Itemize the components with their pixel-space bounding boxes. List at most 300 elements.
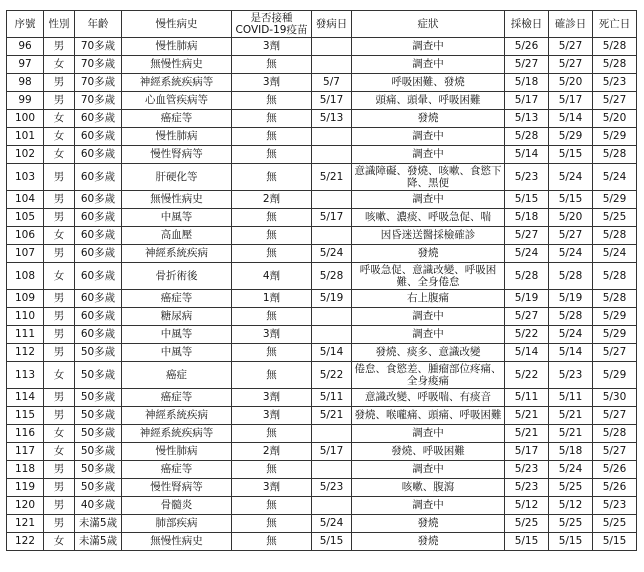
cell-history: 心血管疾病等 bbox=[122, 92, 232, 110]
cell-vaccine: 無 bbox=[232, 425, 312, 443]
cell-onset: 5/14 bbox=[312, 344, 352, 362]
cell-sex: 女 bbox=[44, 425, 75, 443]
cell-onset bbox=[312, 308, 352, 326]
cell-id: 110 bbox=[7, 308, 44, 326]
cell-vaccine: 3劑 bbox=[232, 407, 312, 425]
table-row bbox=[7, 191, 637, 209]
cell-history: 癌症等 bbox=[122, 389, 232, 407]
cell-onset: 5/15 bbox=[312, 533, 352, 551]
cell-sex: 男 bbox=[44, 344, 75, 362]
cell-sex: 男 bbox=[44, 38, 75, 56]
cell-history: 癌症等 bbox=[122, 290, 232, 308]
cell-vaccine: 無 bbox=[232, 344, 312, 362]
cell-died: 5/28 bbox=[593, 227, 637, 245]
cell-id: 118 bbox=[7, 461, 44, 479]
cell-history: 中風等 bbox=[122, 344, 232, 362]
cell-age: 50多歲 bbox=[75, 407, 122, 425]
cell-age: 60多歲 bbox=[75, 110, 122, 128]
header-onset: 發病日 bbox=[312, 11, 352, 38]
cell-sampled: 5/23 bbox=[505, 479, 549, 497]
cell-vaccine: 無 bbox=[232, 362, 312, 389]
table-row bbox=[7, 110, 637, 128]
cell-age: 70多歲 bbox=[75, 56, 122, 74]
cell-sampled: 5/22 bbox=[505, 362, 549, 389]
cell-symptom: 意識改變、呼吸喘、有痰音 bbox=[352, 389, 505, 407]
table-row bbox=[7, 128, 637, 146]
cell-sampled: 5/15 bbox=[505, 533, 549, 551]
cell-symptom: 倦怠、食慾差、腫瘤部位疼痛、全身痠痛 bbox=[352, 362, 505, 389]
cell-confirmed: 5/29 bbox=[549, 128, 593, 146]
cell-onset: 5/21 bbox=[312, 407, 352, 425]
cell-onset: 5/17 bbox=[312, 443, 352, 461]
table-row bbox=[7, 92, 637, 110]
cell-died: 5/29 bbox=[593, 326, 637, 344]
table-row bbox=[7, 263, 637, 290]
table-row bbox=[7, 74, 637, 92]
cell-id: 98 bbox=[7, 74, 44, 92]
cell-sampled: 5/14 bbox=[505, 344, 549, 362]
cell-age: 60多歲 bbox=[75, 227, 122, 245]
cell-symptom: 右上腹痛 bbox=[352, 290, 505, 308]
cell-died: 5/28 bbox=[593, 38, 637, 56]
cell-vaccine: 無 bbox=[232, 209, 312, 227]
cell-id: 119 bbox=[7, 479, 44, 497]
cell-history: 慢性肺病 bbox=[122, 128, 232, 146]
cell-age: 50多歲 bbox=[75, 425, 122, 443]
cell-symptom: 呼吸急促、意識改變、呼吸困難、全身倦怠 bbox=[352, 263, 505, 290]
table-row bbox=[7, 497, 637, 515]
cell-sampled: 5/23 bbox=[505, 164, 549, 191]
cell-sampled: 5/18 bbox=[505, 74, 549, 92]
cell-died: 5/30 bbox=[593, 389, 637, 407]
cell-age: 未滿5歲 bbox=[75, 515, 122, 533]
cell-confirmed: 5/12 bbox=[549, 497, 593, 515]
cell-id: 103 bbox=[7, 164, 44, 191]
cell-age: 60多歲 bbox=[75, 308, 122, 326]
cell-history: 神經系統疾病 bbox=[122, 245, 232, 263]
cell-confirmed: 5/14 bbox=[549, 344, 593, 362]
table-row bbox=[7, 533, 637, 551]
cases-table-container bbox=[6, 10, 636, 551]
cell-died: 5/27 bbox=[593, 344, 637, 362]
cell-id: 102 bbox=[7, 146, 44, 164]
cell-history: 無慢性病史 bbox=[122, 191, 232, 209]
cell-id: 111 bbox=[7, 326, 44, 344]
cell-sampled: 5/17 bbox=[505, 92, 549, 110]
cell-id: 97 bbox=[7, 56, 44, 74]
cell-confirmed: 5/27 bbox=[549, 38, 593, 56]
cell-id: 106 bbox=[7, 227, 44, 245]
cell-vaccine: 無 bbox=[232, 128, 312, 146]
cell-id: 105 bbox=[7, 209, 44, 227]
cell-id: 120 bbox=[7, 497, 44, 515]
cell-sampled: 5/27 bbox=[505, 308, 549, 326]
cell-sampled: 5/21 bbox=[505, 425, 549, 443]
cell-sampled: 5/27 bbox=[505, 227, 549, 245]
cell-sex: 男 bbox=[44, 92, 75, 110]
cell-died: 5/28 bbox=[593, 263, 637, 290]
cell-symptom: 咳嗽、濃痰、呼吸急促、喘 bbox=[352, 209, 505, 227]
cell-sex: 男 bbox=[44, 515, 75, 533]
cell-sampled: 5/26 bbox=[505, 38, 549, 56]
header-id: 序號 bbox=[7, 11, 44, 38]
death-cases-table bbox=[6, 10, 637, 551]
cell-sampled: 5/14 bbox=[505, 146, 549, 164]
cell-sex: 男 bbox=[44, 209, 75, 227]
cell-confirmed: 5/28 bbox=[549, 308, 593, 326]
cell-vaccine: 3劑 bbox=[232, 74, 312, 92]
cell-id: 100 bbox=[7, 110, 44, 128]
table-row bbox=[7, 209, 637, 227]
cell-symptom: 意識障礙、發燒、咳嗽、食慾下降、黑便 bbox=[352, 164, 505, 191]
cell-confirmed: 5/25 bbox=[549, 515, 593, 533]
cell-sex: 男 bbox=[44, 290, 75, 308]
cell-confirmed: 5/15 bbox=[549, 191, 593, 209]
header-sex: 性別 bbox=[44, 11, 75, 38]
cell-vaccine: 無 bbox=[232, 461, 312, 479]
cell-age: 70多歲 bbox=[75, 38, 122, 56]
cell-vaccine: 無 bbox=[232, 146, 312, 164]
cell-symptom: 調查中 bbox=[352, 461, 505, 479]
cell-sampled: 5/24 bbox=[505, 245, 549, 263]
cell-symptom: 調查中 bbox=[352, 191, 505, 209]
cell-history: 無慢性病史 bbox=[122, 533, 232, 551]
cell-onset: 5/24 bbox=[312, 245, 352, 263]
cell-onset: 5/17 bbox=[312, 92, 352, 110]
table-row bbox=[7, 515, 637, 533]
cell-sampled: 5/27 bbox=[505, 56, 549, 74]
cell-age: 50多歲 bbox=[75, 389, 122, 407]
cell-history: 中風等 bbox=[122, 209, 232, 227]
cell-history: 神經系統疾病等 bbox=[122, 74, 232, 92]
table-row bbox=[7, 38, 637, 56]
cell-onset: 5/22 bbox=[312, 362, 352, 389]
cell-died: 5/27 bbox=[593, 407, 637, 425]
cell-history: 無慢性病史 bbox=[122, 56, 232, 74]
cell-history: 肝硬化等 bbox=[122, 164, 232, 191]
cell-symptom: 調查中 bbox=[352, 308, 505, 326]
cell-age: 50多歲 bbox=[75, 362, 122, 389]
table-row bbox=[7, 425, 637, 443]
table-row bbox=[7, 308, 637, 326]
cell-symptom: 發燒 bbox=[352, 245, 505, 263]
cell-sex: 女 bbox=[44, 362, 75, 389]
cell-age: 50多歲 bbox=[75, 344, 122, 362]
cell-onset: 5/7 bbox=[312, 74, 352, 92]
cell-onset bbox=[312, 425, 352, 443]
cell-symptom: 發燒 bbox=[352, 515, 505, 533]
cell-died: 5/27 bbox=[593, 443, 637, 461]
cell-age: 60多歲 bbox=[75, 209, 122, 227]
cell-died: 5/27 bbox=[593, 92, 637, 110]
cell-sampled: 5/28 bbox=[505, 263, 549, 290]
cell-sex: 女 bbox=[44, 128, 75, 146]
cell-died: 5/29 bbox=[593, 362, 637, 389]
header-age: 年齡 bbox=[75, 11, 122, 38]
cell-onset: 5/21 bbox=[312, 164, 352, 191]
cell-id: 107 bbox=[7, 245, 44, 263]
cell-died: 5/29 bbox=[593, 308, 637, 326]
cell-history: 骨折術後 bbox=[122, 263, 232, 290]
header-symptom: 症狀 bbox=[352, 11, 505, 38]
cell-sex: 女 bbox=[44, 146, 75, 164]
cell-sex: 男 bbox=[44, 326, 75, 344]
cell-sex: 男 bbox=[44, 74, 75, 92]
cell-died: 5/26 bbox=[593, 479, 637, 497]
cell-history: 慢性肺病 bbox=[122, 443, 232, 461]
cell-symptom: 咳嗽、腹瀉 bbox=[352, 479, 505, 497]
cell-history: 慢性腎病等 bbox=[122, 479, 232, 497]
cell-onset bbox=[312, 56, 352, 74]
cell-vaccine: 無 bbox=[232, 56, 312, 74]
cell-sampled: 5/11 bbox=[505, 389, 549, 407]
cell-vaccine: 無 bbox=[232, 515, 312, 533]
cell-died: 5/15 bbox=[593, 533, 637, 551]
cell-id: 113 bbox=[7, 362, 44, 389]
cell-died: 5/20 bbox=[593, 110, 637, 128]
cell-confirmed: 5/14 bbox=[549, 110, 593, 128]
cell-age: 50多歲 bbox=[75, 479, 122, 497]
cell-died: 5/25 bbox=[593, 515, 637, 533]
cell-vaccine: 無 bbox=[232, 164, 312, 191]
cell-confirmed: 5/25 bbox=[549, 479, 593, 497]
table-row bbox=[7, 326, 637, 344]
cell-confirmed: 5/21 bbox=[549, 407, 593, 425]
cell-onset bbox=[312, 146, 352, 164]
cell-confirmed: 5/24 bbox=[549, 326, 593, 344]
cell-sex: 女 bbox=[44, 443, 75, 461]
cell-vaccine: 1劑 bbox=[232, 290, 312, 308]
table-row bbox=[7, 407, 637, 425]
cell-onset bbox=[312, 326, 352, 344]
cell-age: 60多歲 bbox=[75, 326, 122, 344]
cell-age: 未滿5歲 bbox=[75, 533, 122, 551]
cell-sex: 男 bbox=[44, 389, 75, 407]
header-sampled: 採檢日 bbox=[505, 11, 549, 38]
cell-vaccine: 2劑 bbox=[232, 191, 312, 209]
cell-confirmed: 5/28 bbox=[549, 263, 593, 290]
cell-symptom: 發燒 bbox=[352, 110, 505, 128]
cell-onset: 5/11 bbox=[312, 389, 352, 407]
cell-vaccine: 無 bbox=[232, 497, 312, 515]
cell-age: 50多歲 bbox=[75, 443, 122, 461]
cell-onset bbox=[312, 461, 352, 479]
table-row bbox=[7, 146, 637, 164]
cell-id: 96 bbox=[7, 38, 44, 56]
cell-symptom: 因昏迷送醫採檢確診 bbox=[352, 227, 505, 245]
cell-id: 115 bbox=[7, 407, 44, 425]
cell-onset bbox=[312, 38, 352, 56]
cell-age: 60多歲 bbox=[75, 128, 122, 146]
cell-id: 121 bbox=[7, 515, 44, 533]
cell-symptom: 調查中 bbox=[352, 38, 505, 56]
table-row bbox=[7, 227, 637, 245]
cell-id: 108 bbox=[7, 263, 44, 290]
cell-confirmed: 5/21 bbox=[549, 425, 593, 443]
cell-sex: 女 bbox=[44, 227, 75, 245]
table-row bbox=[7, 461, 637, 479]
cell-symptom: 頭痛、頭暈、呼吸困難 bbox=[352, 92, 505, 110]
cell-confirmed: 5/24 bbox=[549, 461, 593, 479]
table-row bbox=[7, 389, 637, 407]
cell-symptom: 調查中 bbox=[352, 497, 505, 515]
cell-died: 5/23 bbox=[593, 497, 637, 515]
cell-confirmed: 5/11 bbox=[549, 389, 593, 407]
cell-vaccine: 3劑 bbox=[232, 38, 312, 56]
table-row bbox=[7, 245, 637, 263]
cell-sex: 男 bbox=[44, 497, 75, 515]
cell-history: 癌症等 bbox=[122, 110, 232, 128]
cell-confirmed: 5/24 bbox=[549, 245, 593, 263]
cell-symptom: 發燒、喉嚨痛、頭痛、呼吸困難 bbox=[352, 407, 505, 425]
cell-age: 60多歲 bbox=[75, 191, 122, 209]
cell-died: 5/25 bbox=[593, 209, 637, 227]
cell-age: 70多歲 bbox=[75, 92, 122, 110]
cell-id: 104 bbox=[7, 191, 44, 209]
cell-sex: 男 bbox=[44, 164, 75, 191]
table-row bbox=[7, 443, 637, 461]
cell-sampled: 5/15 bbox=[505, 191, 549, 209]
cell-confirmed: 5/27 bbox=[549, 227, 593, 245]
cell-sampled: 5/17 bbox=[505, 443, 549, 461]
cell-age: 60多歲 bbox=[75, 146, 122, 164]
cell-sampled: 5/25 bbox=[505, 515, 549, 533]
cell-vaccine: 3劑 bbox=[232, 326, 312, 344]
cell-symptom: 調查中 bbox=[352, 326, 505, 344]
cell-confirmed: 5/20 bbox=[549, 209, 593, 227]
cell-history: 高血壓 bbox=[122, 227, 232, 245]
cell-id: 101 bbox=[7, 128, 44, 146]
cell-symptom: 調查中 bbox=[352, 128, 505, 146]
cell-age: 60多歲 bbox=[75, 290, 122, 308]
cell-vaccine: 3劑 bbox=[232, 479, 312, 497]
cell-sampled: 5/12 bbox=[505, 497, 549, 515]
cell-onset: 5/28 bbox=[312, 263, 352, 290]
table-row bbox=[7, 479, 637, 497]
cell-died: 5/26 bbox=[593, 461, 637, 479]
cell-history: 癌症 bbox=[122, 362, 232, 389]
cell-vaccine: 無 bbox=[232, 245, 312, 263]
header-row bbox=[7, 11, 637, 38]
table-row bbox=[7, 56, 637, 74]
cell-age: 60多歲 bbox=[75, 164, 122, 191]
cell-age: 60多歲 bbox=[75, 245, 122, 263]
cell-died: 5/28 bbox=[593, 56, 637, 74]
cell-history: 神經系統疾病等 bbox=[122, 425, 232, 443]
cell-sex: 男 bbox=[44, 407, 75, 425]
cell-history: 慢性肺病 bbox=[122, 38, 232, 56]
cell-age: 40多歲 bbox=[75, 497, 122, 515]
cell-vaccine: 無 bbox=[232, 227, 312, 245]
cell-sex: 女 bbox=[44, 110, 75, 128]
table-row bbox=[7, 290, 637, 308]
cell-symptom: 發燒、痰多、意識改變 bbox=[352, 344, 505, 362]
cell-died: 5/29 bbox=[593, 128, 637, 146]
cell-sex: 男 bbox=[44, 245, 75, 263]
cell-onset: 5/23 bbox=[312, 479, 352, 497]
cell-id: 109 bbox=[7, 290, 44, 308]
cell-sampled: 5/13 bbox=[505, 110, 549, 128]
cell-vaccine: 3劑 bbox=[232, 389, 312, 407]
cell-symptom: 調查中 bbox=[352, 56, 505, 74]
cell-sex: 女 bbox=[44, 263, 75, 290]
cell-sex: 女 bbox=[44, 533, 75, 551]
cell-onset: 5/19 bbox=[312, 290, 352, 308]
table-body bbox=[7, 38, 637, 551]
cell-confirmed: 5/20 bbox=[549, 74, 593, 92]
cell-id: 122 bbox=[7, 533, 44, 551]
cell-history: 癌症等 bbox=[122, 461, 232, 479]
cell-vaccine: 無 bbox=[232, 92, 312, 110]
cell-sampled: 5/22 bbox=[505, 326, 549, 344]
cell-died: 5/28 bbox=[593, 425, 637, 443]
cell-confirmed: 5/17 bbox=[549, 92, 593, 110]
cell-age: 50多歲 bbox=[75, 461, 122, 479]
cell-id: 112 bbox=[7, 344, 44, 362]
header-died: 死亡日 bbox=[593, 11, 637, 38]
cell-onset: 5/24 bbox=[312, 515, 352, 533]
cell-history: 骨髓炎 bbox=[122, 497, 232, 515]
cell-confirmed: 5/24 bbox=[549, 164, 593, 191]
header-confirmed: 確診日 bbox=[549, 11, 593, 38]
cell-age: 70多歲 bbox=[75, 74, 122, 92]
cell-onset bbox=[312, 227, 352, 245]
cell-died: 5/24 bbox=[593, 245, 637, 263]
cell-history: 中風等 bbox=[122, 326, 232, 344]
cell-sampled: 5/18 bbox=[505, 209, 549, 227]
table-row bbox=[7, 164, 637, 191]
cell-died: 5/24 bbox=[593, 164, 637, 191]
cell-history: 糖尿病 bbox=[122, 308, 232, 326]
cell-sampled: 5/23 bbox=[505, 461, 549, 479]
cell-confirmed: 5/23 bbox=[549, 362, 593, 389]
cell-id: 117 bbox=[7, 443, 44, 461]
cell-confirmed: 5/15 bbox=[549, 533, 593, 551]
cell-onset: 5/17 bbox=[312, 209, 352, 227]
cell-sex: 女 bbox=[44, 56, 75, 74]
cell-vaccine: 無 bbox=[232, 308, 312, 326]
cell-sampled: 5/28 bbox=[505, 128, 549, 146]
header-vaccine: 是否接種COVID-19疫苗 bbox=[232, 11, 312, 38]
cell-onset bbox=[312, 497, 352, 515]
cell-id: 114 bbox=[7, 389, 44, 407]
cell-confirmed: 5/19 bbox=[549, 290, 593, 308]
cell-sex: 男 bbox=[44, 191, 75, 209]
cell-confirmed: 5/15 bbox=[549, 146, 593, 164]
cell-history: 肺部疾病 bbox=[122, 515, 232, 533]
cell-id: 116 bbox=[7, 425, 44, 443]
cell-died: 5/23 bbox=[593, 74, 637, 92]
cell-onset: 5/13 bbox=[312, 110, 352, 128]
cell-sampled: 5/19 bbox=[505, 290, 549, 308]
cell-symptom: 呼吸困難、發燒 bbox=[352, 74, 505, 92]
cell-vaccine: 4劑 bbox=[232, 263, 312, 290]
cell-died: 5/28 bbox=[593, 290, 637, 308]
cell-symptom: 調查中 bbox=[352, 425, 505, 443]
cell-died: 5/29 bbox=[593, 191, 637, 209]
cell-sampled: 5/21 bbox=[505, 407, 549, 425]
cell-history: 慢性腎病等 bbox=[122, 146, 232, 164]
table-row bbox=[7, 362, 637, 389]
cell-onset bbox=[312, 191, 352, 209]
cell-vaccine: 2劑 bbox=[232, 443, 312, 461]
cell-id: 99 bbox=[7, 92, 44, 110]
cell-sex: 男 bbox=[44, 479, 75, 497]
cell-age: 60多歲 bbox=[75, 263, 122, 290]
cell-history: 神經系統疾病 bbox=[122, 407, 232, 425]
cell-vaccine: 無 bbox=[232, 110, 312, 128]
header-history: 慢性病史 bbox=[122, 11, 232, 38]
